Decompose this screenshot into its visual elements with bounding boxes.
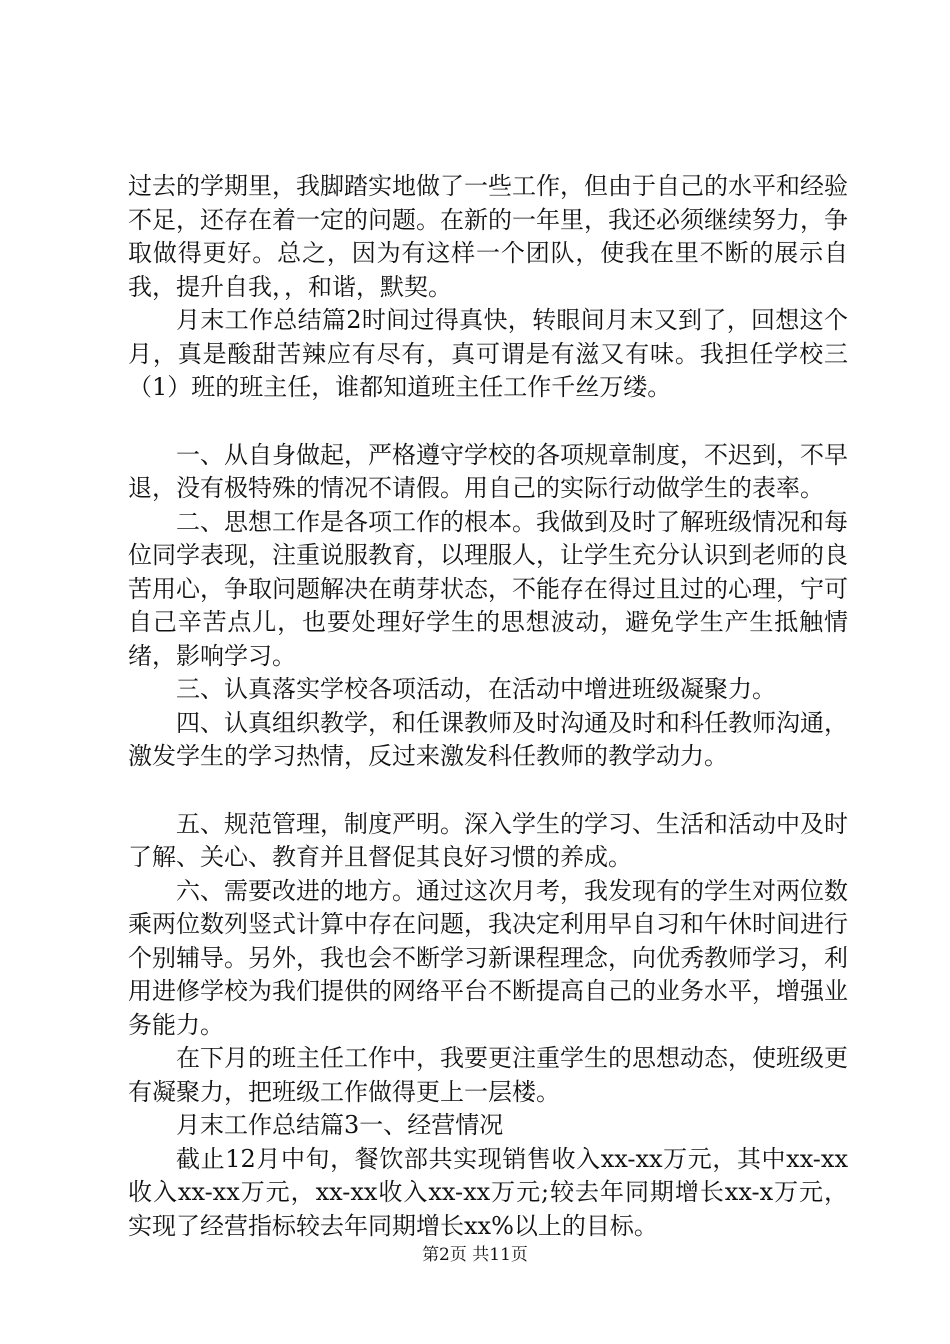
paragraph-sales: 截止12月中旬，餐饮部共实现销售收入xx-xx万元，其中xx-xx收入xx-xx万元，xx-xx收入xx-xx万元;较去年同期增长xx-x万元，实现了经营指标较去年同期增长xx%以上的目标。: [128, 1144, 848, 1240]
paragraph-point-3: 三、认真落实学校各项活动，在活动中增进班级凝聚力。: [176, 675, 776, 703]
paragraph-point-1: 一、从自身做起，严格遵守学校的各项规章制度，不迟到，不早退，没有极特殊的情况不请假。用自己的实际行动做学生的表率。: [128, 440, 848, 502]
paragraph-point-6: 六、需要改进的地方。通过这次月考，我发现有的学生对两位数乘两位数列竖式计算中存在问题，我决定利用早自习和午休时间进行个别辅导。另外，我也会不断学习新课程理念，向优秀教师学习，利用进修学校为我们提供的网络平台不断提高自己的业务水平，增强业务能力。: [128, 876, 848, 1039]
document-body: [128, 170, 848, 1243]
paragraph-intro: 过去的学期里，我脚踏实地做了一些工作，但由于自己的水平和经验不足，还存在着一定的问题。在新的一年里，我还必须继续努力，争取做得更好。总之，因为有这样一个团队，使我在里不断的展示自我，提升自我，，和谐，默契。: [128, 172, 848, 301]
paragraph-next-month: 在下月的班主任工作中，我要更注重学生的思想动态，使班级更有凝聚力，把班级工作做得更上一层楼。: [128, 1044, 848, 1106]
page-number: 第2页 共11页: [422, 1245, 528, 1265]
paragraph-point-5: 五、规范管理，制度严明。深入学生的学习、生活和活动中及时了解、关心、教育并且督促其良好习惯的养成。: [128, 809, 848, 871]
paragraph-article-3-heading: 月末工作总结篇3一、经营情况: [176, 1111, 504, 1139]
paragraph-point-2: 二、思想工作是各项工作的根本。我做到及时了解班级情况和每位同学表现，注重说服教育，以理服人，让学生充分认识到老师的良苦用心，争取问题解决在萌芽状态，不能存在得过且过的心理，宁可自己辛苦点儿，也要处理好学生的思想波动，避免学生产生抵触情绪，影响学习。: [128, 507, 848, 670]
paragraph-point-4: 四、认真组织教学，和任课教师及时沟通及时和科任教师沟通，激发学生的学习热情，反过来激发科任教师的教学动力。: [128, 708, 848, 770]
paragraph-article-2-intro: 月末工作总结篇2时间过得真快，转眼间月末又到了，回想这个月，真是酸甜苦辣应有尽有，真可谓是有滋又有味。我担任学校三（1）班的班主任，谁都知道班主任工作千丝万缕。: [128, 306, 848, 401]
